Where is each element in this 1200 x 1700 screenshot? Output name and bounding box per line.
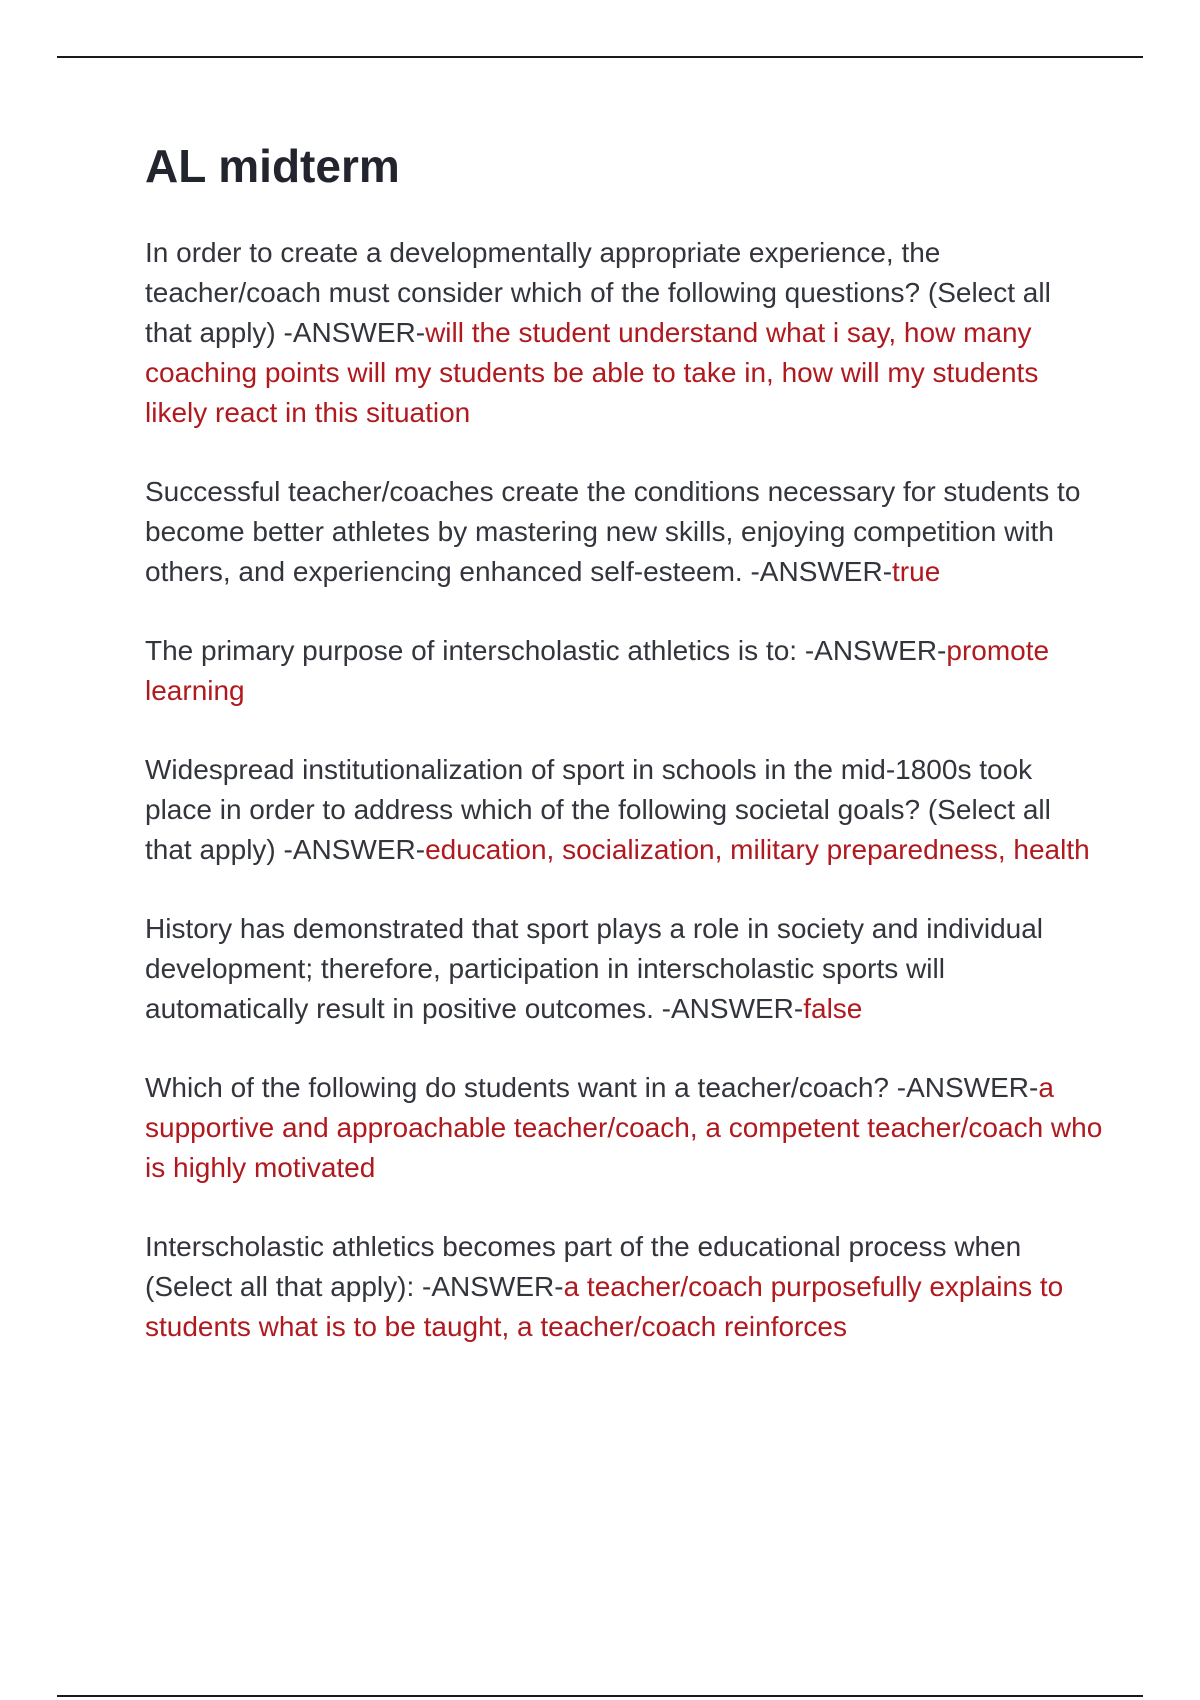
qa-item [145,909,1105,1029]
qa-item [145,233,1105,433]
answer-text: will the student understand what i say, how many coaching points will my students be able to take in, how will my students likely react in this situation [145,316,1039,428]
qa-item [145,472,1105,592]
qa-item [145,1227,1105,1347]
qa-item [145,750,1105,870]
top-divider [57,56,1143,58]
question-text: Interscholastic athletics becomes part of the educational process when (Select all that apply): -ANSWER- [145,1230,1022,1302]
answer-text: a supportive and approachable teacher/coach, a competent teacher/coach who is highly motivated [145,1071,1103,1183]
qa-item [145,1068,1105,1188]
question-text: History has demonstrated that sport plays a role in society and individual development; therefore, participation in interscholastic sports will automatically result in positive outcomes. -ANSWER- [145,912,1044,1024]
answer-text: promote learning [145,634,1050,706]
question-text: Widespread institutionalization of sport in schools in the mid-1800s took place in order to address which of the following societal goals? (Select all that apply) -ANSWER- [145,753,1051,865]
answer-text: education, socialization, military preparedness, health [425,833,1090,865]
bottom-divider [57,1695,1143,1697]
question-text: The primary purpose of interscholastic athletics is to: -ANSWER- [145,634,947,666]
question-text: Successful teacher/coaches create the conditions necessary for students to become better athletes by mastering new skills, enjoying competition with others, and experiencing enhanced self-esteem. -ANSWER- [145,475,1081,587]
page-title: AL midterm [145,140,400,192]
document-body [145,140,1105,1386]
question-text: In order to create a developmentally appropriate experience, the teacher/coach must consider which of the following questions? (Select all that apply) -ANSWER- [145,236,1051,348]
qa-item [145,631,1105,711]
answer-text: false [803,992,863,1024]
question-text: Which of the following do students want in a teacher/coach? -ANSWER- [145,1071,1039,1103]
answer-text: true [892,555,941,587]
answer-text: a teacher/coach purposefully explains to students what is to be taught, a teacher/coach reinforces [145,1270,1064,1342]
